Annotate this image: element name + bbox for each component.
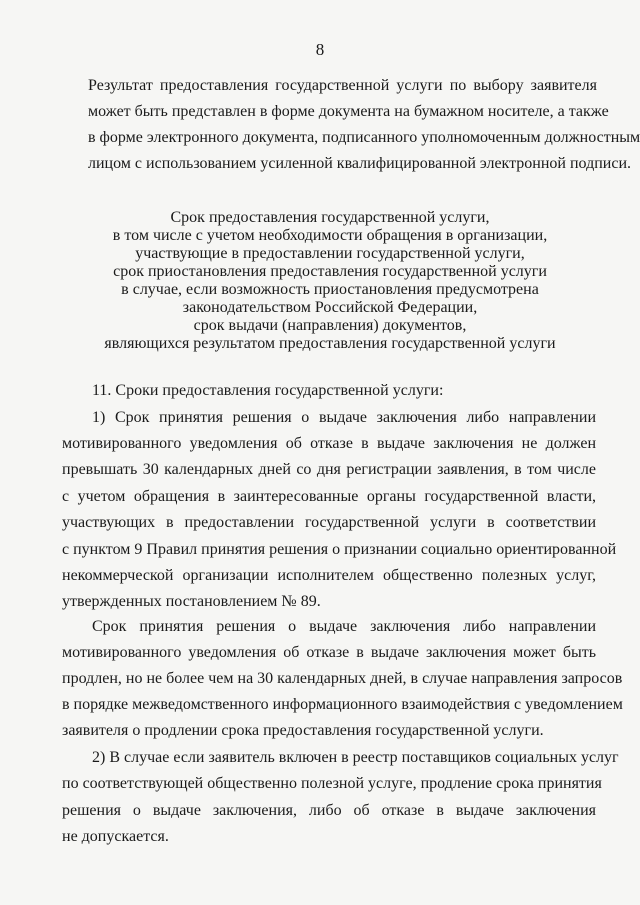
- text-line: 2) В случае если заявитель включен в реестр поставщиков социальных услуг: [92, 749, 619, 766]
- text-line: решения о выдаче заключения, либо об отказе в выдаче заключения: [62, 802, 596, 819]
- page-number: 8: [315, 40, 325, 59]
- text-line: может быть представлен в форме документа на бумажном носителе, а также: [88, 103, 609, 120]
- text-line: участвующих в предоставлении государственной услуги в соответствии: [62, 514, 596, 531]
- text-line: в форме электронного документа, подписанного уполномоченным должностным: [88, 129, 640, 146]
- text-line: не допускается.: [62, 828, 169, 845]
- clause-11-title: 11. Сроки предоставления государственной услуги:: [92, 382, 444, 399]
- text-line: в порядке межведомственного информационного взаимодействия с уведомлением: [62, 696, 623, 713]
- text-line: утвержденных постановлением № 89.: [62, 593, 321, 610]
- text-line: мотивированного уведомления об отказе в выдаче заключения не должен: [62, 435, 596, 452]
- heading-line: срок выдачи (направления) документов,: [193, 317, 467, 334]
- text-line: превышать 30 календарных дней со дня регистрации заявления, в том числе: [62, 461, 596, 478]
- heading-line: в случае, если возможность приостановления предусмотрена: [121, 281, 539, 298]
- text-line: некоммерческой организации исполнителем общественно полезных услуг,: [62, 567, 596, 584]
- text-line: с учетом обращения в заинтересованные органы государственной власти,: [62, 488, 596, 505]
- text-line: 1) Срок принятия решения о выдаче заключения либо направлении: [92, 409, 596, 426]
- heading-line: законодательством Российской Федерации,: [182, 299, 478, 316]
- text-line: с пунктом 9 Правил принятия решения о признании социально ориентированной: [62, 541, 617, 558]
- heading-line: в том числе с учетом необходимости обращения в организации,: [112, 227, 548, 244]
- text-line: мотивированного уведомления об отказе в выдаче заключения может быть: [62, 644, 596, 661]
- heading-line: являющихся результатом предоставления государственной услуги: [104, 335, 556, 352]
- text-line: заявителя о продлении срока предоставления государственной услуги.: [62, 722, 544, 739]
- text-line: продлен, но не более чем на 30 календарных дней, в случае направления запросов: [62, 670, 623, 687]
- heading-line: Срок предоставления государственной услуги,: [170, 209, 490, 226]
- heading-line: срок приостановления предоставления государственной услуги: [113, 263, 547, 280]
- text-line: лицом с использованием усиленной квалифицированной электронной подписи.: [88, 155, 632, 172]
- text-line: Срок принятия решения о выдаче заключения либо направлении: [92, 618, 596, 635]
- text-line: Результат предоставления государственной услуги по выбору заявителя: [88, 77, 597, 94]
- text-line: по соответствующей общественно полезной услуге, продление срока принятия: [62, 775, 602, 792]
- heading-line: участвующие в предоставлении государственной услуги,: [135, 245, 525, 262]
